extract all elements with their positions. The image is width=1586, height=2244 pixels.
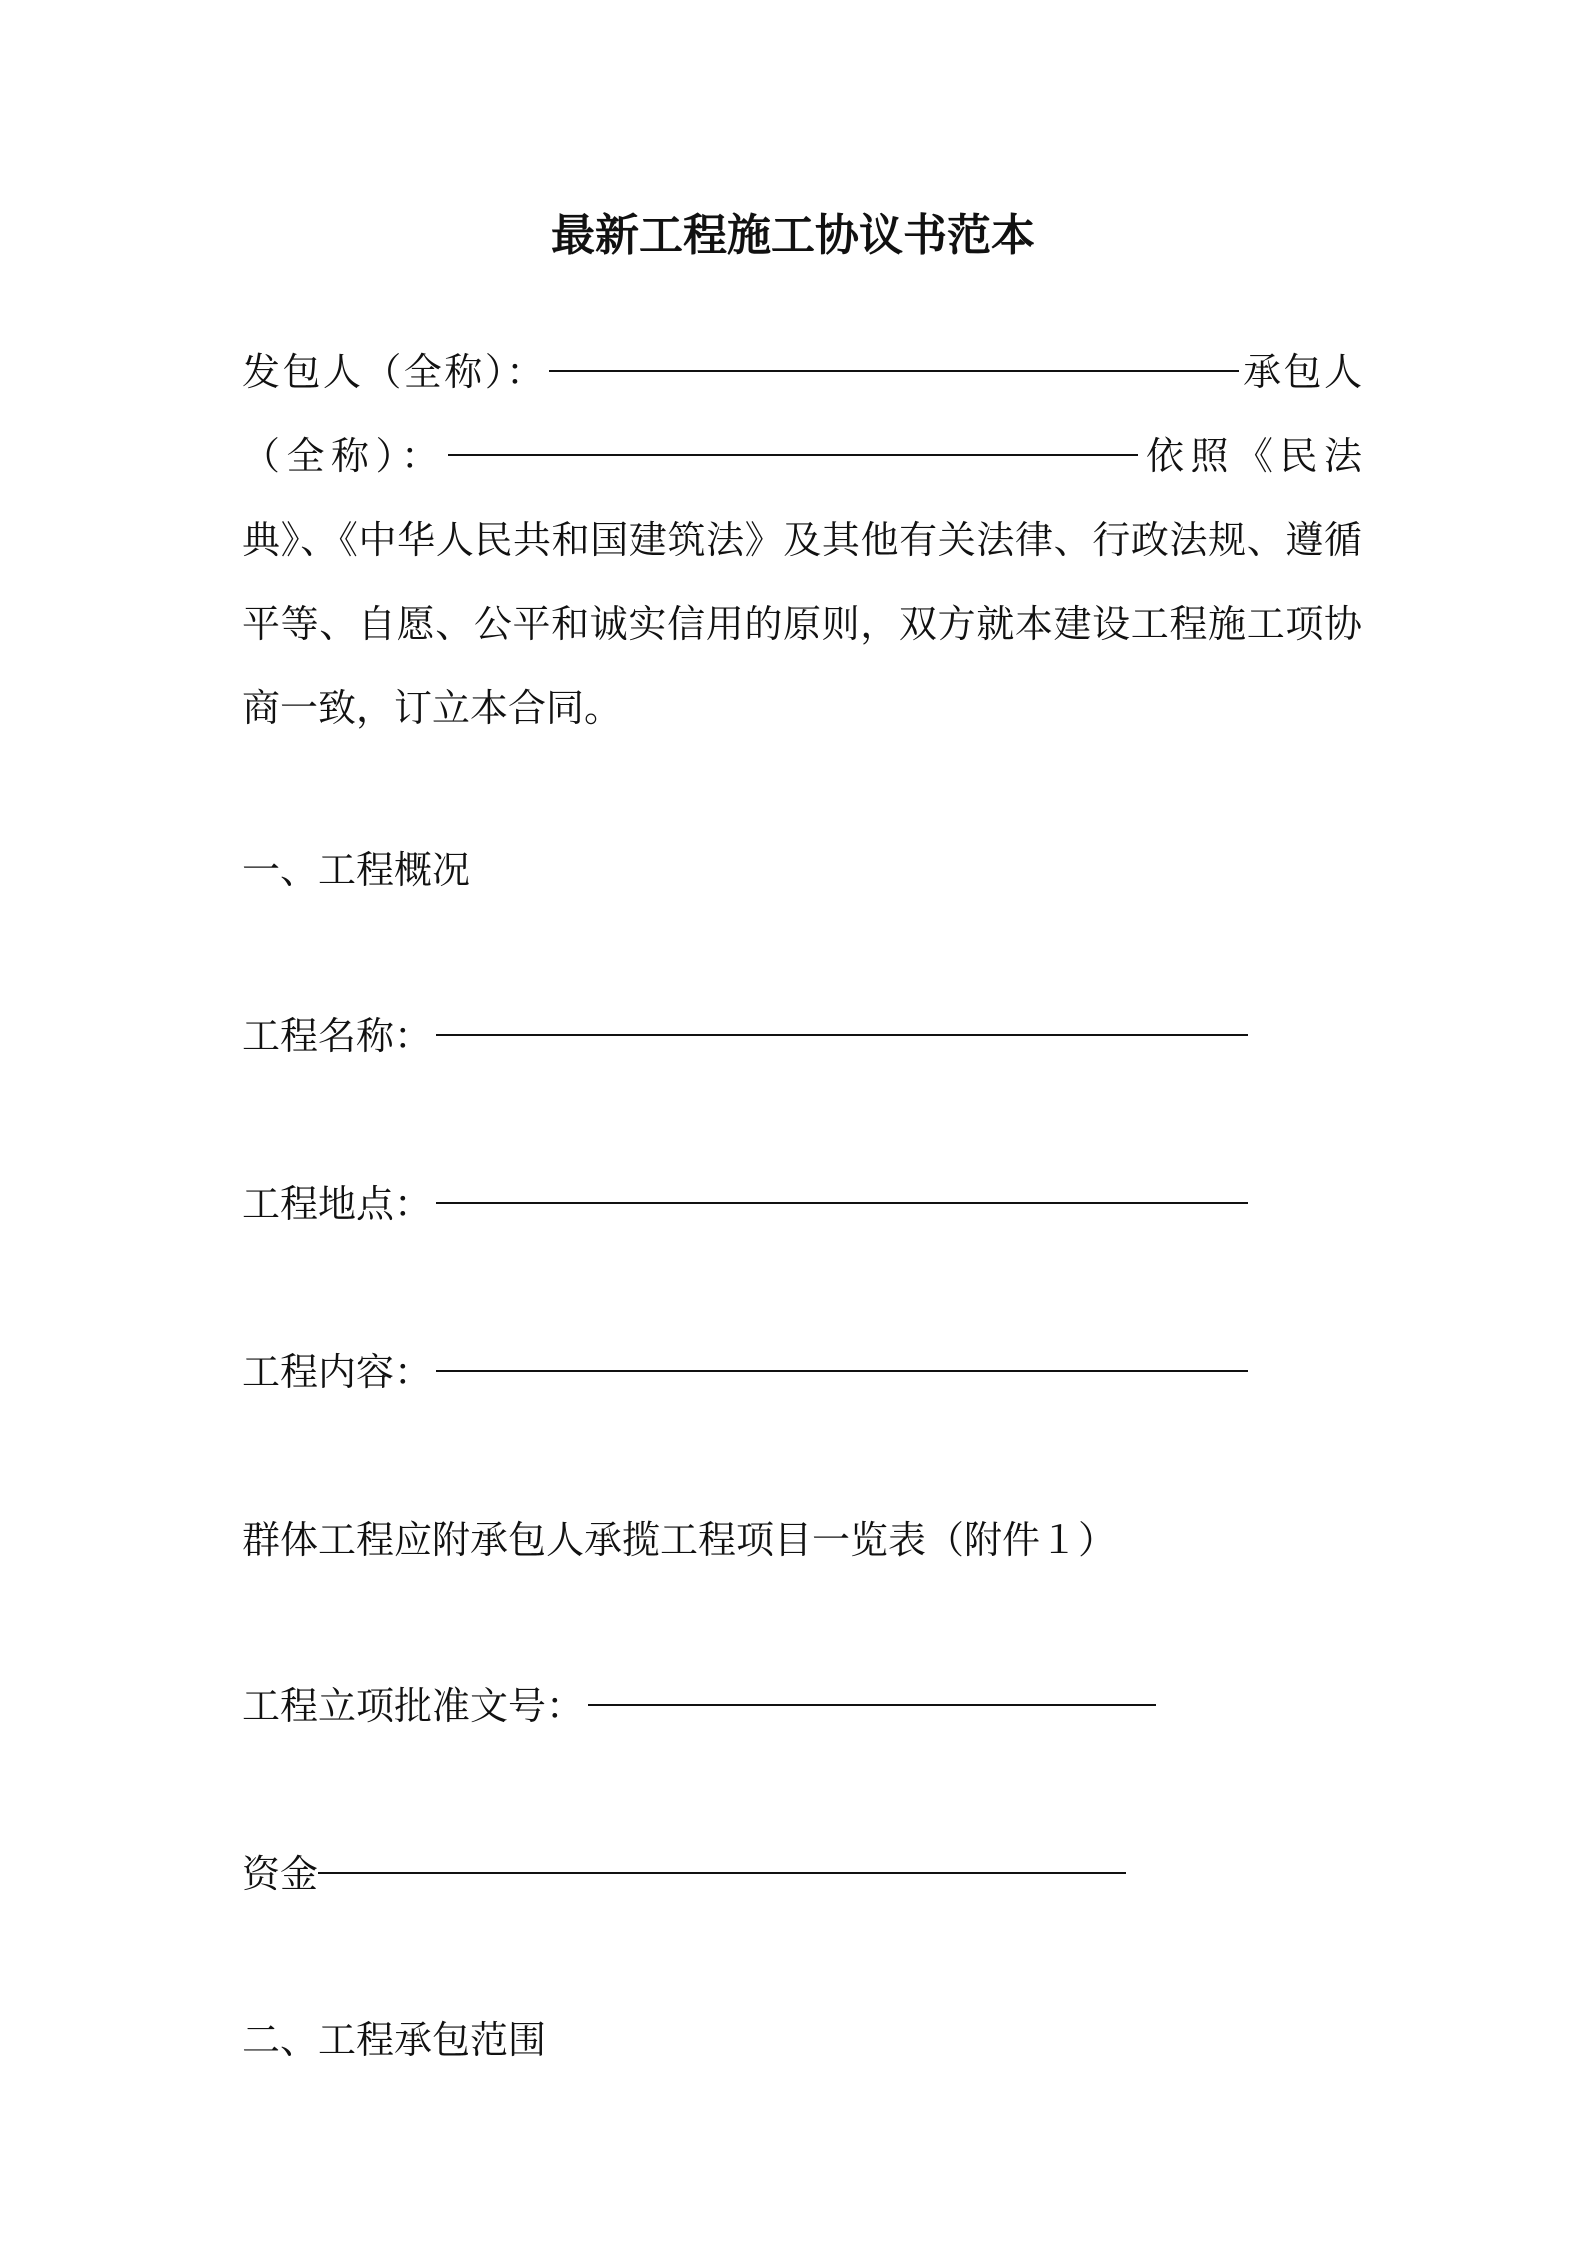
intro-paragraph <box>242 330 1362 750</box>
funds-row <box>242 1848 1128 1900</box>
contractor-name-blank <box>448 454 1138 456</box>
employer-label: 发包人（全称）： <box>242 350 547 394</box>
project-content-row <box>242 1346 1250 1398</box>
project-location-label: 工程地点： <box>242 1182 433 1226</box>
group-project-note: 群体工程应附承包人承揽工程项目一览表（附件１） <box>242 1518 1117 1562</box>
funds-label: 资金 <box>242 1852 319 1896</box>
project-content-blank <box>436 1370 1248 1372</box>
approval-number-row <box>242 1680 1158 1732</box>
document-title: 最新工程施工协议书范本 <box>551 210 1035 261</box>
employer-name-blank <box>549 370 1239 372</box>
project-content-label: 工程内容： <box>242 1350 433 1394</box>
project-name-blank <box>436 1034 1248 1036</box>
contractor-label: 承包人（全称）： <box>242 350 1362 478</box>
section-1-heading: 一、工程概况 <box>242 848 471 892</box>
project-location-blank <box>436 1202 1248 1204</box>
project-location-row <box>242 1178 1250 1230</box>
project-name-label: 工程名称： <box>242 1014 433 1058</box>
approval-number-label: 工程立项批准文号： <box>242 1684 585 1728</box>
approval-number-blank <box>588 1704 1156 1706</box>
intro-body-text: 依照《民法典》、《中华人民共和国建筑法》及其他有关法律、行政法规、遵循平等、自愿、公平和诚实信用的原则，双方就本建设工程施工项协商一致，订立本合同。 <box>242 434 1362 730</box>
funds-blank <box>318 1872 1126 1874</box>
project-name-row <box>242 1010 1250 1062</box>
section-2-heading: 二、工程承包范围 <box>242 2018 547 2062</box>
